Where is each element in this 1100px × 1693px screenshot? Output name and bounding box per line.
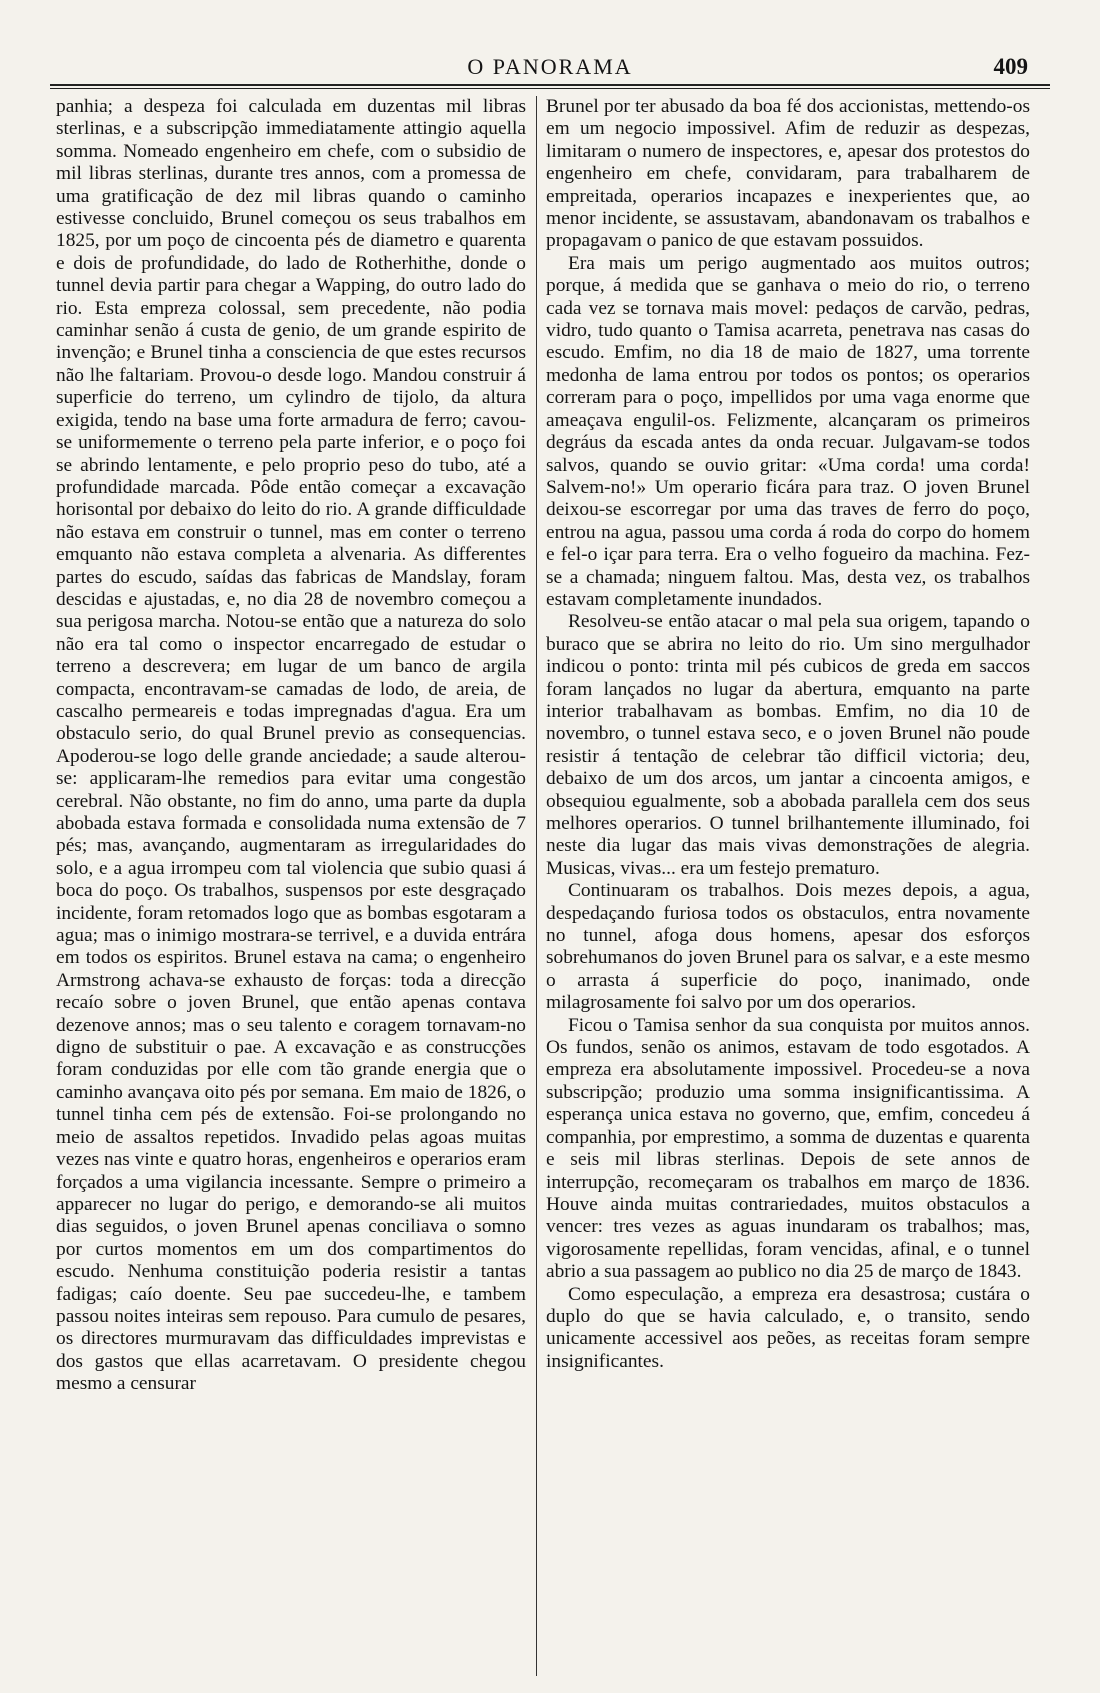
left-paragraph: panhia; a despeza foi calculada em duzentas mil libras sterlinas, e a subscripção immediatamente attingio aquella somma. Nomeado engenheiro em chefe, com o subsidio de mil libras sterlinas, durante tres annos, com a promessa de uma gratificação de dez mil libras quando o caminho estivesse concluido, Brunel começou os seus trabalhos em 1825, por um poço de cincoenta pés de diametro e quarenta e dois de profundidade, do lado de Rotherhithe, donde o tunnel devia partir para chegar a Wapping, do outro lado do rio. Esta empreza colossal, sem precedente, não podia caminhar senão á custa de genio, de um grande espirito de invenção; e Brunel tinha a consciencia de que estes recursos não lhe faltariam. Provou-o desde logo. Mandou construir á superficie do terreno, um cylindro de tijolo, da altura exigida, tendo na base uma forte armadura de ferro; cavou-se uniformemente o terreno pela parte inferior, e o poço foi se abrindo lentamente, e pelo proprio peso do tubo, até a profundidade marcada. Pôde então começar a excavação horisontal por debaixo do leito do rio. A grande difficuldade não estava em construir o tunnel, mas em conter o terreno emquanto não estava completa a alvenaria. As differentes partes do escudo, saídas das fabricas de Mandslay, foram descidas e ajustadas, e, no dia 28 de novembro começou a sua perigosa marcha. Notou-se então que a natureza do solo não era tal como o inspector encarregado de estudar o terreno a descrevera; em lugar de um banco de argila compacta, encontravam-se camadas de lodo, de areia, de cascalho permeareis e todas impregnadas d'agua. Era um obstaculo serio, do qual Brunel previo as consequencias. Apoderou-se logo delle grande anciedade; a saude alterou-se: applicaram-lhe remedios para evitar uma congestão cerebral. Não obstante, no fim do anno, uma parte da dupla abobada estava formada e consolidada numa extensão de 7 pés; mas, avançando, augmentaram as irregularidades do solo, e a agua irrompeu com tal violencia que subio quasi á boca do poço. Os trabalhos, suspensos por este desgraçado incidente, foram retomados logo que as bombas esgotaram a agua; mas o inimigo mostrara-se terrivel, e a duvida entrára em todos os espiritos. Brunel estava na cama; o engenheiro Armstrong achava-se exhausto de forças: toda a direcção recaío sobre o joven Brunel, que então apenas contava dezenove annos; mas o seu talento e coragem tornavam-no digno de substituir o pae. A excavação e as construcções foram conduzidas por elle com tão grande energia que o caminho avançava oito pés por semana. Em maio de 1826, o tunnel tinha cem pés de extensão. Foi-se prolongando no meio de assaltos repetidos. Invadido pelas agoas muitas vezes nas vinte e quatro horas, engenheiros e operarios eram forçados a uma vigilancia incessante. Sempre o primeiro a apparecer no lugar do perigo, e demorando-se ali muitos dias seguidos, o joven Brunel apenas conciliava o somno por curtos momentos em um dos compartimentos do escudo. Nenhuma constituição poderia resistir a tantas fadigas; caío doente. Seu pae succedeu-lhe, e tambem passou noites inteiras sem repouso. Para cumulo de pesares, os directores murmuravam das difficuldades imprevistas e dos gastos que ellas acarretavam. O presidente chegou mesmo a censurar [56, 96, 526, 1395]
right-paragraph: Resolveu-se então atacar o mal pela sua origem, tapando o buraco que se abrira no leito do rio. Um sino mergulhador indicou o ponto: trinta mil pés cubicos de greda em saccos foram lançados no lugar da abertura, emquanto na parte interior trabalhavam as bombas. Emfim, no dia 10 de novembro, o tunnel estava seco, e o joven Brunel não poude resistir á tentação de celebrar tão difficil victoria; deu, debaixo de um dos arcos, um jantar a cincoenta amigos, e obsequiou egualmente, sob a abobada parallela cem dos seus melhores operarios. O tunnel brilhantemente illuminado, foi neste dia lugar das mais vivas demonstrações de alegria. Musicas, vivas... era um festejo prematuro. [546, 611, 1030, 879]
right-paragraph: Brunel por ter abusado da boa fé dos accionistas, mettendo-os em um negocio impossivel. Afim de reduzir as despezas, limitaram o numero de inspectores, e, apesar dos protestos do engenheiro em chefe, convidaram, para trabalharem de empreitada, operarios incapazes e inexperientes que, ao menor incidente, se assustavam, abandonavam os trabalhos e propagavam o panico de que estavam possuidos. [546, 96, 1030, 252]
page-header [50, 52, 1050, 86]
right-paragraph: Ficou o Tamisa senhor da sua conquista por muitos annos. Os fundos, senão os animos, estavam de todo esgotados. A empreza era absolutamente impossivel. Procedeu-se a nova subscripção; produzio uma somma insignificantissima. A esperança unica estava no governo, que, emfim, concedeu á companhia, por emprestimo, a somma de duzentas e quarenta e seis mil libras sterlinas. Depois de sete annos de interrupção, recomeçaram os trabalhos em março de 1836. Houve ainda muitas contrariedades, muitos obstaculos a vencer: tres vezes as aguas inundaram os trabalhos; mas, vigorosamente repellidas, foram vencidas, afinal, e o tunnel abrio a sua passagem ao publico no dia 25 de março de 1843. [546, 1014, 1030, 1283]
right-paragraph: Continuaram os trabalhos. Dois mezes depois, a agua, despedaçando furiosa todos os obstaculos, entra novamente no tunnel, afoga dous homens, apesar dos esforços sobrehumanos do joven Brunel para os salvar, e a este mesmo o arrasta á superficie do poço, inanimado, onde milagrosamente foi salvo por um dos operarios. [546, 880, 1030, 1014]
column-divider [536, 96, 537, 1676]
page-number: 409 [993, 54, 1028, 79]
left-column [56, 96, 526, 1686]
header-rule-thick [50, 84, 1050, 86]
publication-title: O PANORAMA [467, 54, 633, 79]
header-rule-thin [50, 88, 1050, 89]
right-paragraph: Como especulação, a empreza era desastrosa; custára o duplo do que se havia calculado, e, o transito, sendo unicamente accessivel aos peões, as receitas foram sempre insignificantes. [546, 1283, 1030, 1372]
right-paragraph: Era mais um perigo augmentado aos muitos outros; porque, á medida que se ganhava o meio do rio, o terreno cada vez se tornava mais movel: pedaços de carvão, pedras, vidro, tudo quanto o Tamisa acarreta, penetrava nas casas do escudo. Emfim, no dia 18 de maio de 1827, uma torrente medonha de lama entrou por todos os pontos; os operarios correram para o poço, impellidos por uma vaga enorme que ameaçava engulil-os. Felizmente, alcançaram os primeiros degráus da escada antes da onda recuar. Julgavam-se todos salvos, quando se ouvio gritar: «Uma corda! uma corda! Salvem-no!» Um operario ficára para traz. O joven Brunel deixou-se escorregar por uma das traves de ferro do poço, entrou na agua, passou uma corda á roda do corpo do homem e fel-o içar para terra. Era o velho fogueiro da machina. Fez-se a chamada; ninguem faltou. Mas, desta vez, os trabalhos estavam completamente inundados. [546, 252, 1030, 610]
right-column [546, 96, 1030, 1686]
